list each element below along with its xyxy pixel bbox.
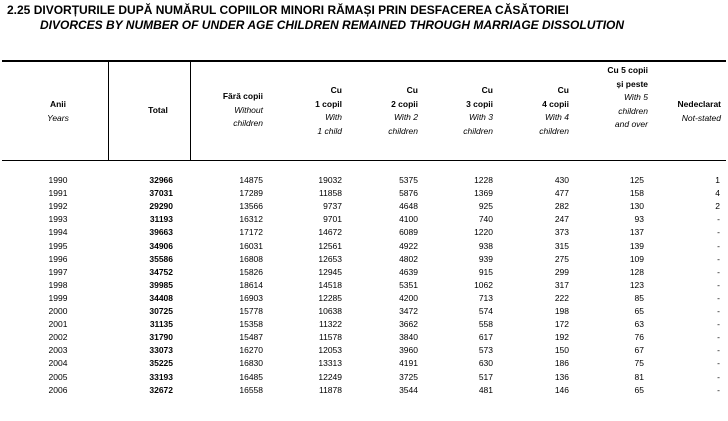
two-children-cell: 3840 (399, 332, 418, 343)
table-row (0, 319, 728, 332)
without-children-cell: 15358 (239, 319, 263, 330)
two-children-cell: 3960 (399, 345, 418, 356)
without-children-cell: 15826 (239, 266, 263, 277)
two-children-cell: 4802 (399, 253, 418, 264)
not-stated-cell: 2 (715, 201, 720, 212)
header-one-child: Cu 1 copil With 1 child (315, 85, 342, 136)
three-children-cell: 1062 (474, 279, 493, 290)
one-child-cell: 12945 (318, 266, 342, 277)
five-plus-children-cell: 76 (634, 332, 644, 343)
without-children-cell: 16485 (239, 371, 263, 382)
one-child-cell: 12653 (318, 253, 342, 264)
total-cell: 33193 (149, 371, 173, 382)
not-stated-cell: 1 (715, 175, 720, 185)
year-cell: 2005 (48, 371, 68, 382)
two-children-cell: 4100 (399, 214, 418, 225)
two-children-cell: 5375 (399, 175, 418, 185)
one-child-cell: 12249 (318, 371, 342, 382)
five-plus-children-cell: 93 (634, 214, 644, 225)
four-children-cell: 282 (554, 201, 569, 212)
table-row (0, 267, 728, 280)
without-children-cell: 13566 (239, 201, 263, 212)
without-children-cell: 16830 (239, 358, 263, 369)
table-title-en: DIVORCES BY NUMBER OF UNDER AGE CHILDREN REMAINED THROUGH MARRIAGE DISSOLUTION (40, 18, 625, 32)
header-four-children: Cu 4 copii With 4 children (539, 85, 569, 136)
one-child-cell: 9701 (323, 214, 342, 225)
year-cell: 1998 (48, 279, 68, 290)
four-children-cell: 275 (554, 253, 569, 264)
three-children-cell: 939 (478, 253, 493, 264)
not-stated-cell: - (717, 266, 720, 277)
four-children-cell: 146 (554, 384, 569, 395)
four-children-cell: 317 (554, 279, 569, 290)
total-cell: 29290 (149, 201, 173, 212)
one-child-cell: 19032 (318, 175, 342, 185)
one-child-cell: 11578 (318, 332, 342, 343)
one-child-cell: 14672 (318, 227, 342, 238)
five-plus-children-cell: 109 (629, 253, 644, 264)
year-cell: 2001 (48, 319, 68, 330)
without-children-cell: 18614 (239, 279, 263, 290)
total-cell: 35586 (149, 253, 173, 264)
five-plus-children-cell: 81 (634, 371, 644, 382)
three-children-cell: 558 (478, 319, 493, 330)
three-children-cell: 1228 (474, 175, 493, 185)
year-cell: 2002 (48, 332, 68, 343)
three-children-cell: 740 (478, 214, 493, 225)
two-children-cell: 5351 (399, 279, 418, 290)
header-total: Total (148, 105, 168, 115)
five-plus-children-cell: 158 (629, 188, 644, 199)
header-not-stated: Nedeclarat Not-stated (677, 99, 721, 123)
four-children-cell: 477 (554, 188, 569, 199)
not-stated-cell: - (717, 279, 720, 290)
header-three-children: Cu 3 copii With 3 children (463, 85, 493, 136)
total-cell: 31135 (149, 319, 173, 330)
not-stated-cell: - (717, 214, 720, 225)
five-plus-children-cell: 139 (629, 240, 644, 251)
column-divider-total (190, 62, 191, 160)
without-children-cell: 16808 (239, 253, 263, 264)
three-children-cell: 630 (478, 358, 493, 369)
not-stated-cell: - (717, 345, 720, 356)
year-cell: 1996 (48, 253, 68, 264)
without-children-cell: 15778 (239, 306, 263, 316)
header-without-children: Fără copii Without children (222, 91, 263, 128)
five-plus-children-cell: 123 (629, 279, 644, 290)
table-row (0, 201, 728, 214)
table-row (0, 385, 728, 398)
table-row (0, 227, 728, 240)
one-child-cell: 12561 (318, 240, 342, 251)
two-children-cell: 3662 (399, 319, 418, 330)
table-row (0, 345, 728, 358)
year-cell: 1999 (48, 292, 68, 303)
five-plus-children-cell: 85 (634, 292, 644, 303)
year-cell: 1997 (48, 266, 68, 277)
table-row (0, 306, 728, 319)
three-children-cell: 915 (478, 266, 493, 277)
not-stated-cell: - (717, 319, 720, 330)
year-cell: 2003 (48, 345, 68, 356)
total-cell: 37031 (149, 188, 173, 199)
two-children-cell: 4639 (399, 266, 418, 277)
four-children-cell: 299 (554, 266, 569, 277)
total-cell: 34906 (149, 240, 173, 251)
table-row (0, 358, 728, 371)
year-cell: 1994 (48, 227, 68, 238)
total-cell: 31790 (149, 332, 173, 343)
three-children-cell: 938 (478, 240, 493, 251)
not-stated-cell: - (717, 371, 720, 382)
four-children-cell: 373 (554, 227, 569, 238)
two-children-cell: 3472 (399, 306, 418, 316)
table-top-rule (2, 60, 726, 62)
three-children-cell: 617 (478, 332, 493, 343)
table-row (0, 332, 728, 345)
three-children-cell: 1369 (474, 188, 493, 199)
table-row (0, 188, 728, 201)
four-children-cell: 172 (554, 319, 569, 330)
three-children-cell: 1220 (474, 227, 493, 238)
without-children-cell: 16312 (239, 214, 263, 225)
total-cell: 33073 (149, 345, 173, 356)
without-children-cell: 15487 (239, 332, 263, 343)
year-cell: 2000 (48, 306, 68, 316)
without-children-cell: 17172 (239, 227, 263, 238)
four-children-cell: 186 (554, 358, 569, 369)
four-children-cell: 222 (554, 292, 569, 303)
total-cell: 39663 (149, 227, 173, 238)
five-plus-children-cell: 67 (634, 345, 644, 356)
year-cell: 2006 (48, 384, 68, 395)
without-children-cell: 16903 (239, 292, 263, 303)
one-child-cell: 13313 (318, 358, 342, 369)
header-years: Anii Years (47, 99, 69, 123)
five-plus-children-cell: 125 (629, 175, 644, 185)
year-cell: 1991 (48, 188, 68, 199)
two-children-cell: 4191 (399, 358, 418, 369)
two-children-cell: 4922 (399, 240, 418, 251)
total-cell: 32966 (149, 175, 173, 185)
table-row (0, 293, 728, 306)
total-cell: 39985 (149, 279, 173, 290)
one-child-cell: 14518 (318, 279, 342, 290)
four-children-cell: 192 (554, 332, 569, 343)
one-child-cell: 9737 (323, 201, 342, 212)
one-child-cell: 12053 (318, 345, 342, 356)
three-children-cell: 481 (478, 384, 493, 395)
five-plus-children-cell: 130 (629, 201, 644, 212)
not-stated-cell: - (717, 358, 720, 369)
two-children-cell: 6089 (399, 227, 418, 238)
total-cell: 30725 (149, 306, 173, 316)
total-cell: 34408 (149, 292, 173, 303)
not-stated-cell: - (717, 306, 720, 316)
five-plus-children-cell: 128 (629, 266, 644, 277)
total-cell: 31193 (149, 214, 173, 225)
not-stated-cell: - (717, 292, 720, 303)
two-children-cell: 4200 (399, 292, 418, 303)
two-children-cell: 3725 (399, 371, 418, 382)
three-children-cell: 574 (478, 306, 493, 316)
four-children-cell: 150 (554, 345, 569, 356)
one-child-cell: 11878 (318, 384, 342, 395)
table-row (0, 280, 728, 293)
not-stated-cell: - (717, 253, 720, 264)
four-children-cell: 315 (554, 240, 569, 251)
header-five-plus-children: Cu 5 copii și peste With 5 children and over (607, 65, 648, 129)
without-children-cell: 16270 (239, 345, 263, 356)
three-children-cell: 573 (478, 345, 493, 356)
year-cell: 1992 (48, 201, 68, 212)
not-stated-cell: - (717, 227, 720, 238)
three-children-cell: 925 (478, 201, 493, 212)
table-row (0, 214, 728, 227)
without-children-cell: 16558 (239, 384, 263, 395)
four-children-cell: 430 (554, 175, 569, 185)
five-plus-children-cell: 63 (634, 319, 644, 330)
four-children-cell: 136 (554, 371, 569, 382)
year-cell: 2004 (48, 358, 68, 369)
table-row (0, 175, 728, 188)
three-children-cell: 517 (478, 371, 493, 382)
five-plus-children-cell: 137 (629, 227, 644, 238)
one-child-cell: 11322 (318, 319, 342, 330)
column-divider-years (108, 62, 109, 160)
five-plus-children-cell: 65 (634, 384, 644, 395)
two-children-cell: 4648 (399, 201, 418, 212)
header-bottom-rule (2, 160, 726, 161)
not-stated-cell: - (717, 240, 720, 251)
table-row (0, 241, 728, 254)
total-cell: 32672 (149, 384, 173, 395)
without-children-cell: 17289 (239, 188, 263, 199)
five-plus-children-cell: 65 (634, 306, 644, 316)
year-cell: 1995 (48, 240, 68, 251)
total-cell: 34752 (149, 266, 173, 277)
table-row (0, 372, 728, 385)
header-two-children: Cu 2 copii With 2 children (388, 85, 418, 136)
without-children-cell: 14875 (239, 175, 263, 185)
two-children-cell: 3544 (399, 384, 418, 395)
not-stated-cell: 4 (715, 188, 720, 199)
not-stated-cell: - (717, 332, 720, 343)
two-children-cell: 5876 (399, 188, 418, 199)
table-row (0, 254, 728, 267)
total-cell: 35225 (149, 358, 173, 369)
one-child-cell: 12285 (318, 292, 342, 303)
five-plus-children-cell: 75 (634, 358, 644, 369)
four-children-cell: 247 (554, 214, 569, 225)
year-cell: 1993 (48, 214, 68, 225)
without-children-cell: 16031 (239, 240, 263, 251)
year-cell: 1990 (48, 175, 68, 185)
three-children-cell: 713 (478, 292, 493, 303)
not-stated-cell: - (717, 384, 720, 395)
table-title-ro: 2.25 DIVORȚURILE DUPĂ NUMĂRUL COPIILOR MINORI RĂMAȘI PRIN DESFACEREA CĂSĂTORIEI (7, 3, 569, 17)
one-child-cell: 10638 (318, 306, 342, 316)
four-children-cell: 198 (554, 306, 569, 316)
one-child-cell: 11858 (318, 188, 342, 199)
